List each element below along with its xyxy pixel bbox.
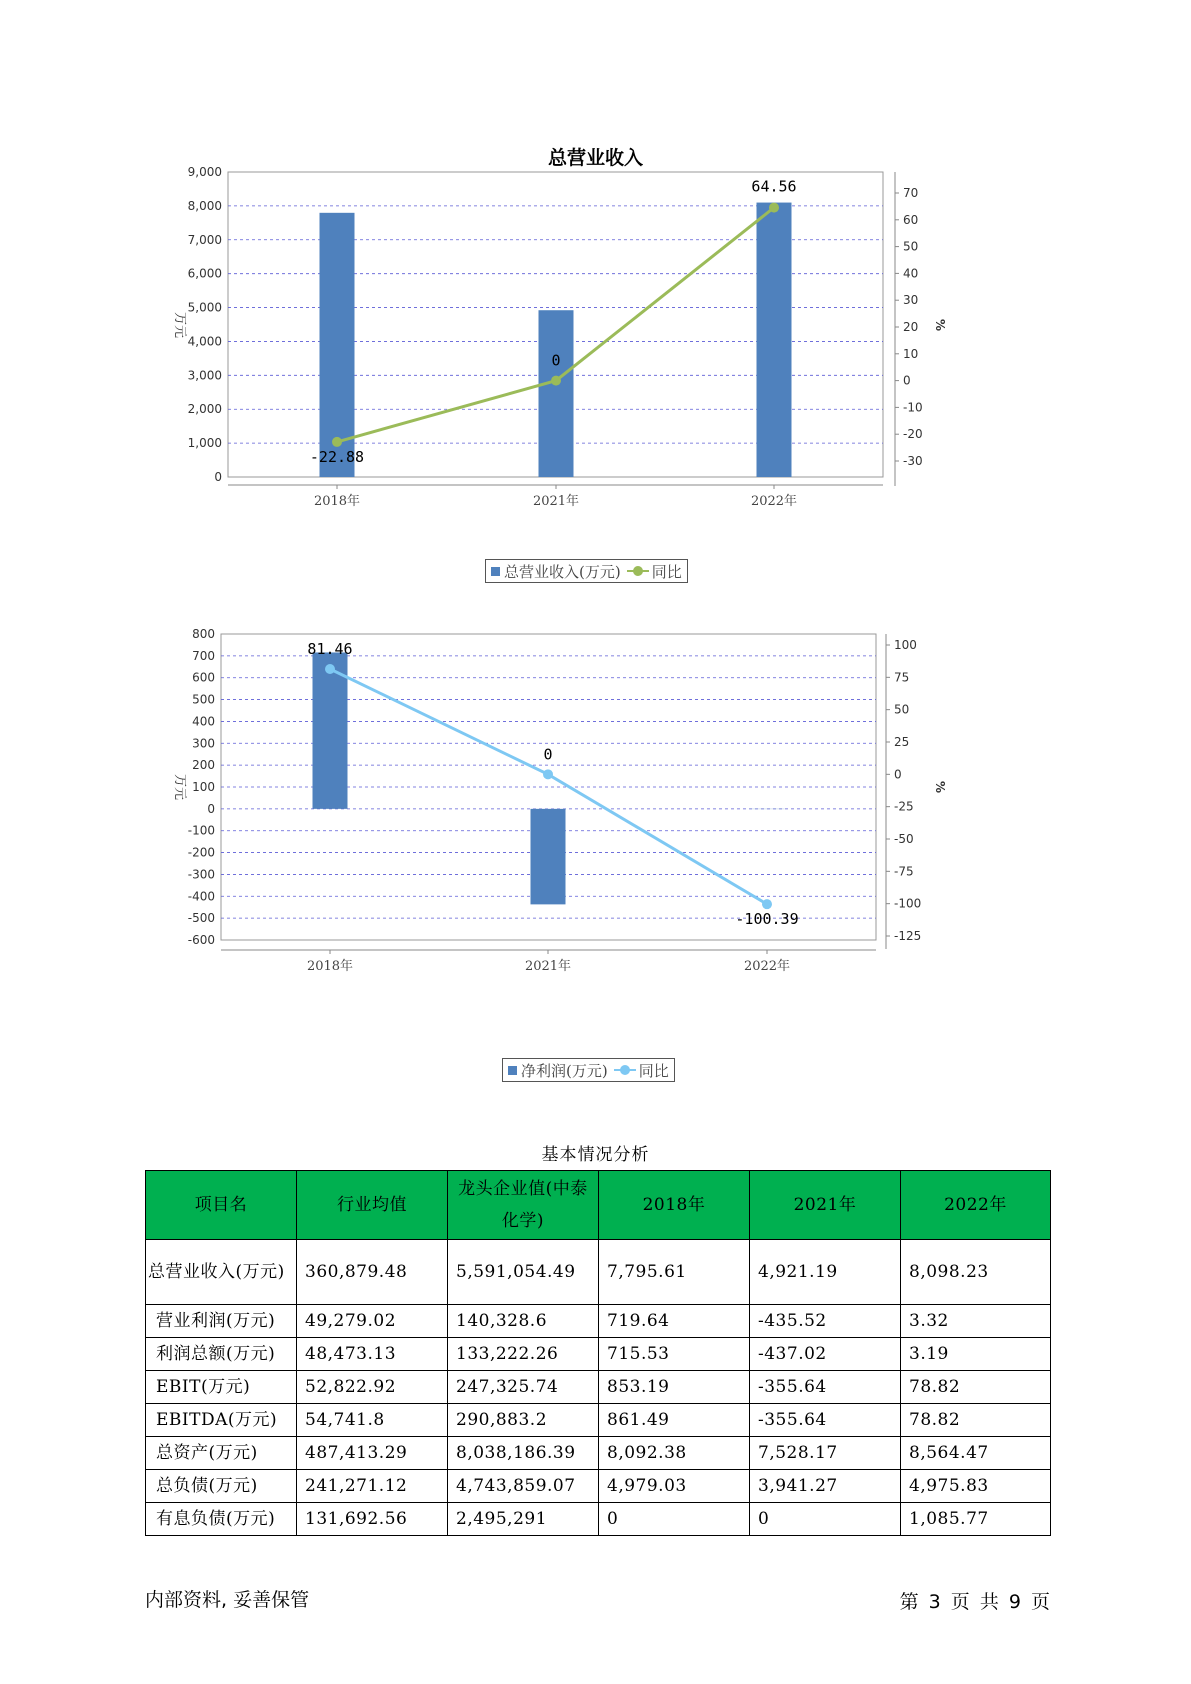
row-label-cell: EBIT(万元) — [146, 1371, 297, 1404]
y-tick-label: 4,000 — [187, 334, 222, 349]
y2-tick-label: -75 — [894, 864, 914, 879]
table-cell: -355.64 — [750, 1404, 901, 1437]
x-tick-label: 2021年 — [524, 959, 572, 974]
y2-axis-title: % — [933, 780, 947, 794]
y2-tick-label: 100 — [894, 638, 917, 652]
x-tick-label: 2022年 — [750, 494, 798, 509]
table-cell: -437.02 — [750, 1338, 901, 1371]
y2-tick-label: 60 — [903, 212, 919, 227]
y2-tick-label: 0 — [903, 373, 911, 388]
x-tick-label: 2022年 — [743, 959, 791, 974]
y-tick-label: 1,000 — [187, 436, 222, 451]
table-cell: 78.82 — [901, 1371, 1051, 1404]
table-cell: 247,325.74 — [448, 1371, 599, 1404]
y-tick-label: -300 — [187, 867, 215, 882]
y2-tick-label: -20 — [903, 427, 923, 442]
y2-tick-label: 50 — [894, 702, 910, 717]
row-label-cell: 总负债(万元) — [146, 1470, 297, 1503]
y-axis-title: 万元 — [172, 773, 187, 801]
column-header: 项目名 — [146, 1171, 297, 1240]
table-cell: 2,495,291 — [448, 1503, 599, 1536]
data-label: 0 — [551, 351, 561, 370]
column-header: 2018年 — [599, 1171, 750, 1240]
table-cell: 133,222.26 — [448, 1338, 599, 1371]
table-cell: 5,591,054.49 — [448, 1240, 599, 1305]
x-tick-label: 2021年 — [532, 494, 580, 509]
legend-bar-label: 净利润(万元) — [521, 1061, 608, 1080]
yoy-point — [762, 899, 772, 909]
table-cell: 3,941.27 — [750, 1470, 901, 1503]
column-header: 龙头企业值(中泰化学) — [448, 1171, 599, 1240]
table-cell: 360,879.48 — [297, 1240, 448, 1305]
data-label: -22.88 — [309, 447, 365, 466]
bar-legend-swatch — [508, 1066, 517, 1075]
y-tick-label: -500 — [187, 911, 215, 926]
y-tick-label: -600 — [187, 933, 215, 947]
row-label-cell: EBITDA(万元) — [146, 1404, 297, 1437]
y2-tick-label: 30 — [903, 293, 919, 308]
table-cell: 1,085.77 — [901, 1503, 1051, 1536]
y-axis-title: 万元 — [172, 311, 187, 339]
row-label-cell: 利润总额(万元) — [146, 1338, 297, 1371]
y2-tick-label: 25 — [894, 735, 910, 749]
table-cell: 290,883.2 — [448, 1404, 599, 1437]
chart-legend — [502, 1058, 675, 1082]
y-tick-label: 600 — [192, 670, 215, 685]
line-legend-swatch — [614, 1065, 636, 1075]
table-cell: 8,098.23 — [901, 1240, 1051, 1305]
y2-tick-label: 70 — [903, 186, 919, 200]
table-cell: 7,528.17 — [750, 1437, 901, 1470]
legend-line-label: 同比 — [651, 562, 682, 581]
table-cell: 78.82 — [901, 1404, 1051, 1437]
y-tick-label: 2,000 — [187, 402, 222, 417]
legend-line-label: 同比 — [638, 1061, 669, 1080]
table-cell: 0 — [750, 1503, 901, 1536]
yoy-point — [543, 769, 553, 779]
table-cell: 140,328.6 — [448, 1305, 599, 1338]
table-row — [146, 1371, 1051, 1404]
table-cell: 3.19 — [901, 1338, 1051, 1371]
table-cell: 8,564.47 — [901, 1437, 1051, 1470]
y-tick-label: 6,000 — [187, 266, 222, 281]
table-cell: 719.64 — [599, 1305, 750, 1338]
table-cell: 52,822.92 — [297, 1371, 448, 1404]
column-header: 2022年 — [901, 1171, 1051, 1240]
y2-tick-label: -125 — [894, 929, 922, 943]
x-tick-label: 2018年 — [306, 959, 354, 974]
y-tick-label: 400 — [192, 714, 215, 729]
row-label-cell: 总资产(万元) — [146, 1437, 297, 1470]
y2-tick-label: -100 — [894, 896, 922, 911]
footer-confidential-note: 内部资料, 妥善保管 — [145, 1589, 310, 1611]
table-cell: 49,279.02 — [297, 1305, 448, 1338]
table-row — [146, 1470, 1051, 1503]
table-cell: 4,979.03 — [599, 1470, 750, 1503]
y-tick-label: -200 — [187, 845, 215, 860]
table-row — [146, 1305, 1051, 1338]
y-tick-label: 700 — [192, 648, 215, 663]
basic-analysis-table — [145, 1170, 1051, 1536]
y-tick-label: -400 — [187, 889, 215, 904]
table-row — [146, 1503, 1051, 1536]
x-tick-label: 2018年 — [313, 494, 361, 509]
footer-page-number: 第 3 页 共 9 页 — [899, 1591, 1050, 1613]
y-tick-label: 7,000 — [187, 232, 222, 247]
y-tick-label: 5,000 — [187, 300, 222, 315]
table-cell: 4,743,859.07 — [448, 1470, 599, 1503]
data-label: -100.39 — [735, 910, 799, 929]
y2-tick-label: 0 — [894, 767, 902, 782]
y2-tick-label: 40 — [903, 266, 919, 281]
y2-tick-label: 50 — [903, 239, 919, 254]
data-label: 0 — [543, 745, 553, 764]
table-cell: 241,271.12 — [297, 1470, 448, 1503]
y-tick-label: -100 — [187, 823, 215, 838]
row-label-cell: 营业利润(万元) — [146, 1305, 297, 1338]
table-cell: 54,741.8 — [297, 1404, 448, 1437]
table-cell: 4,921.19 — [750, 1240, 901, 1305]
table-caption: 基本情况分析 — [541, 1145, 650, 1165]
table-header-row — [146, 1171, 1051, 1240]
y-tick-label: 200 — [192, 758, 215, 773]
data-label: 81.46 — [307, 639, 353, 658]
y2-axis-title: % — [933, 318, 947, 332]
y-tick-label: 800 — [192, 627, 215, 641]
table-cell: 0 — [599, 1503, 750, 1536]
table-cell: -355.64 — [750, 1371, 901, 1404]
table-cell: -435.52 — [750, 1305, 901, 1338]
column-header: 2021年 — [750, 1171, 901, 1240]
chart-title: 总营业收入 — [547, 147, 643, 169]
table-cell: 48,473.13 — [297, 1338, 448, 1371]
y-tick-label: 0 — [207, 801, 215, 816]
y-tick-label: 3,000 — [187, 368, 222, 383]
y-tick-label: 8,000 — [187, 198, 222, 213]
y-tick-label: 300 — [192, 736, 215, 751]
table-row — [146, 1338, 1051, 1371]
table-cell: 487,413.29 — [297, 1437, 448, 1470]
table-cell: 861.49 — [599, 1404, 750, 1437]
y2-tick-label: 10 — [903, 346, 919, 361]
y2-tick-label: -50 — [894, 832, 914, 846]
y-tick-label: 100 — [192, 780, 215, 794]
row-label-cell: 总营业收入(万元) — [146, 1240, 297, 1305]
y2-tick-label: -30 — [903, 454, 923, 468]
table-cell: 131,692.56 — [297, 1503, 448, 1536]
column-header: 行业均值 — [297, 1171, 448, 1240]
data-label: 64.56 — [751, 177, 797, 196]
table-cell: 7,795.61 — [599, 1240, 750, 1305]
table-cell: 3.32 — [901, 1305, 1051, 1338]
y-tick-label: 9,000 — [187, 165, 222, 179]
table-cell: 715.53 — [599, 1338, 750, 1371]
row-label-cell: 有息负债(万元) — [146, 1503, 297, 1536]
y-tick-label: 500 — [192, 692, 215, 707]
y2-tick-label: 75 — [894, 670, 910, 685]
y2-tick-label: -10 — [903, 400, 923, 415]
y2-tick-label: -25 — [894, 799, 914, 814]
table-cell: 8,038,186.39 — [448, 1437, 599, 1470]
bar — [531, 809, 566, 905]
table-cell: 4,975.83 — [901, 1470, 1051, 1503]
table-row — [146, 1240, 1051, 1305]
legend-bar-label: 总营业收入(万元) — [504, 562, 621, 581]
table-cell: 853.19 — [599, 1371, 750, 1404]
yoy-point — [325, 664, 335, 674]
y-tick-label: 0 — [214, 470, 222, 484]
table-row — [146, 1437, 1051, 1470]
table-row — [146, 1404, 1051, 1437]
y2-tick-label: 20 — [903, 320, 919, 334]
table-cell: 8,092.38 — [599, 1437, 750, 1470]
